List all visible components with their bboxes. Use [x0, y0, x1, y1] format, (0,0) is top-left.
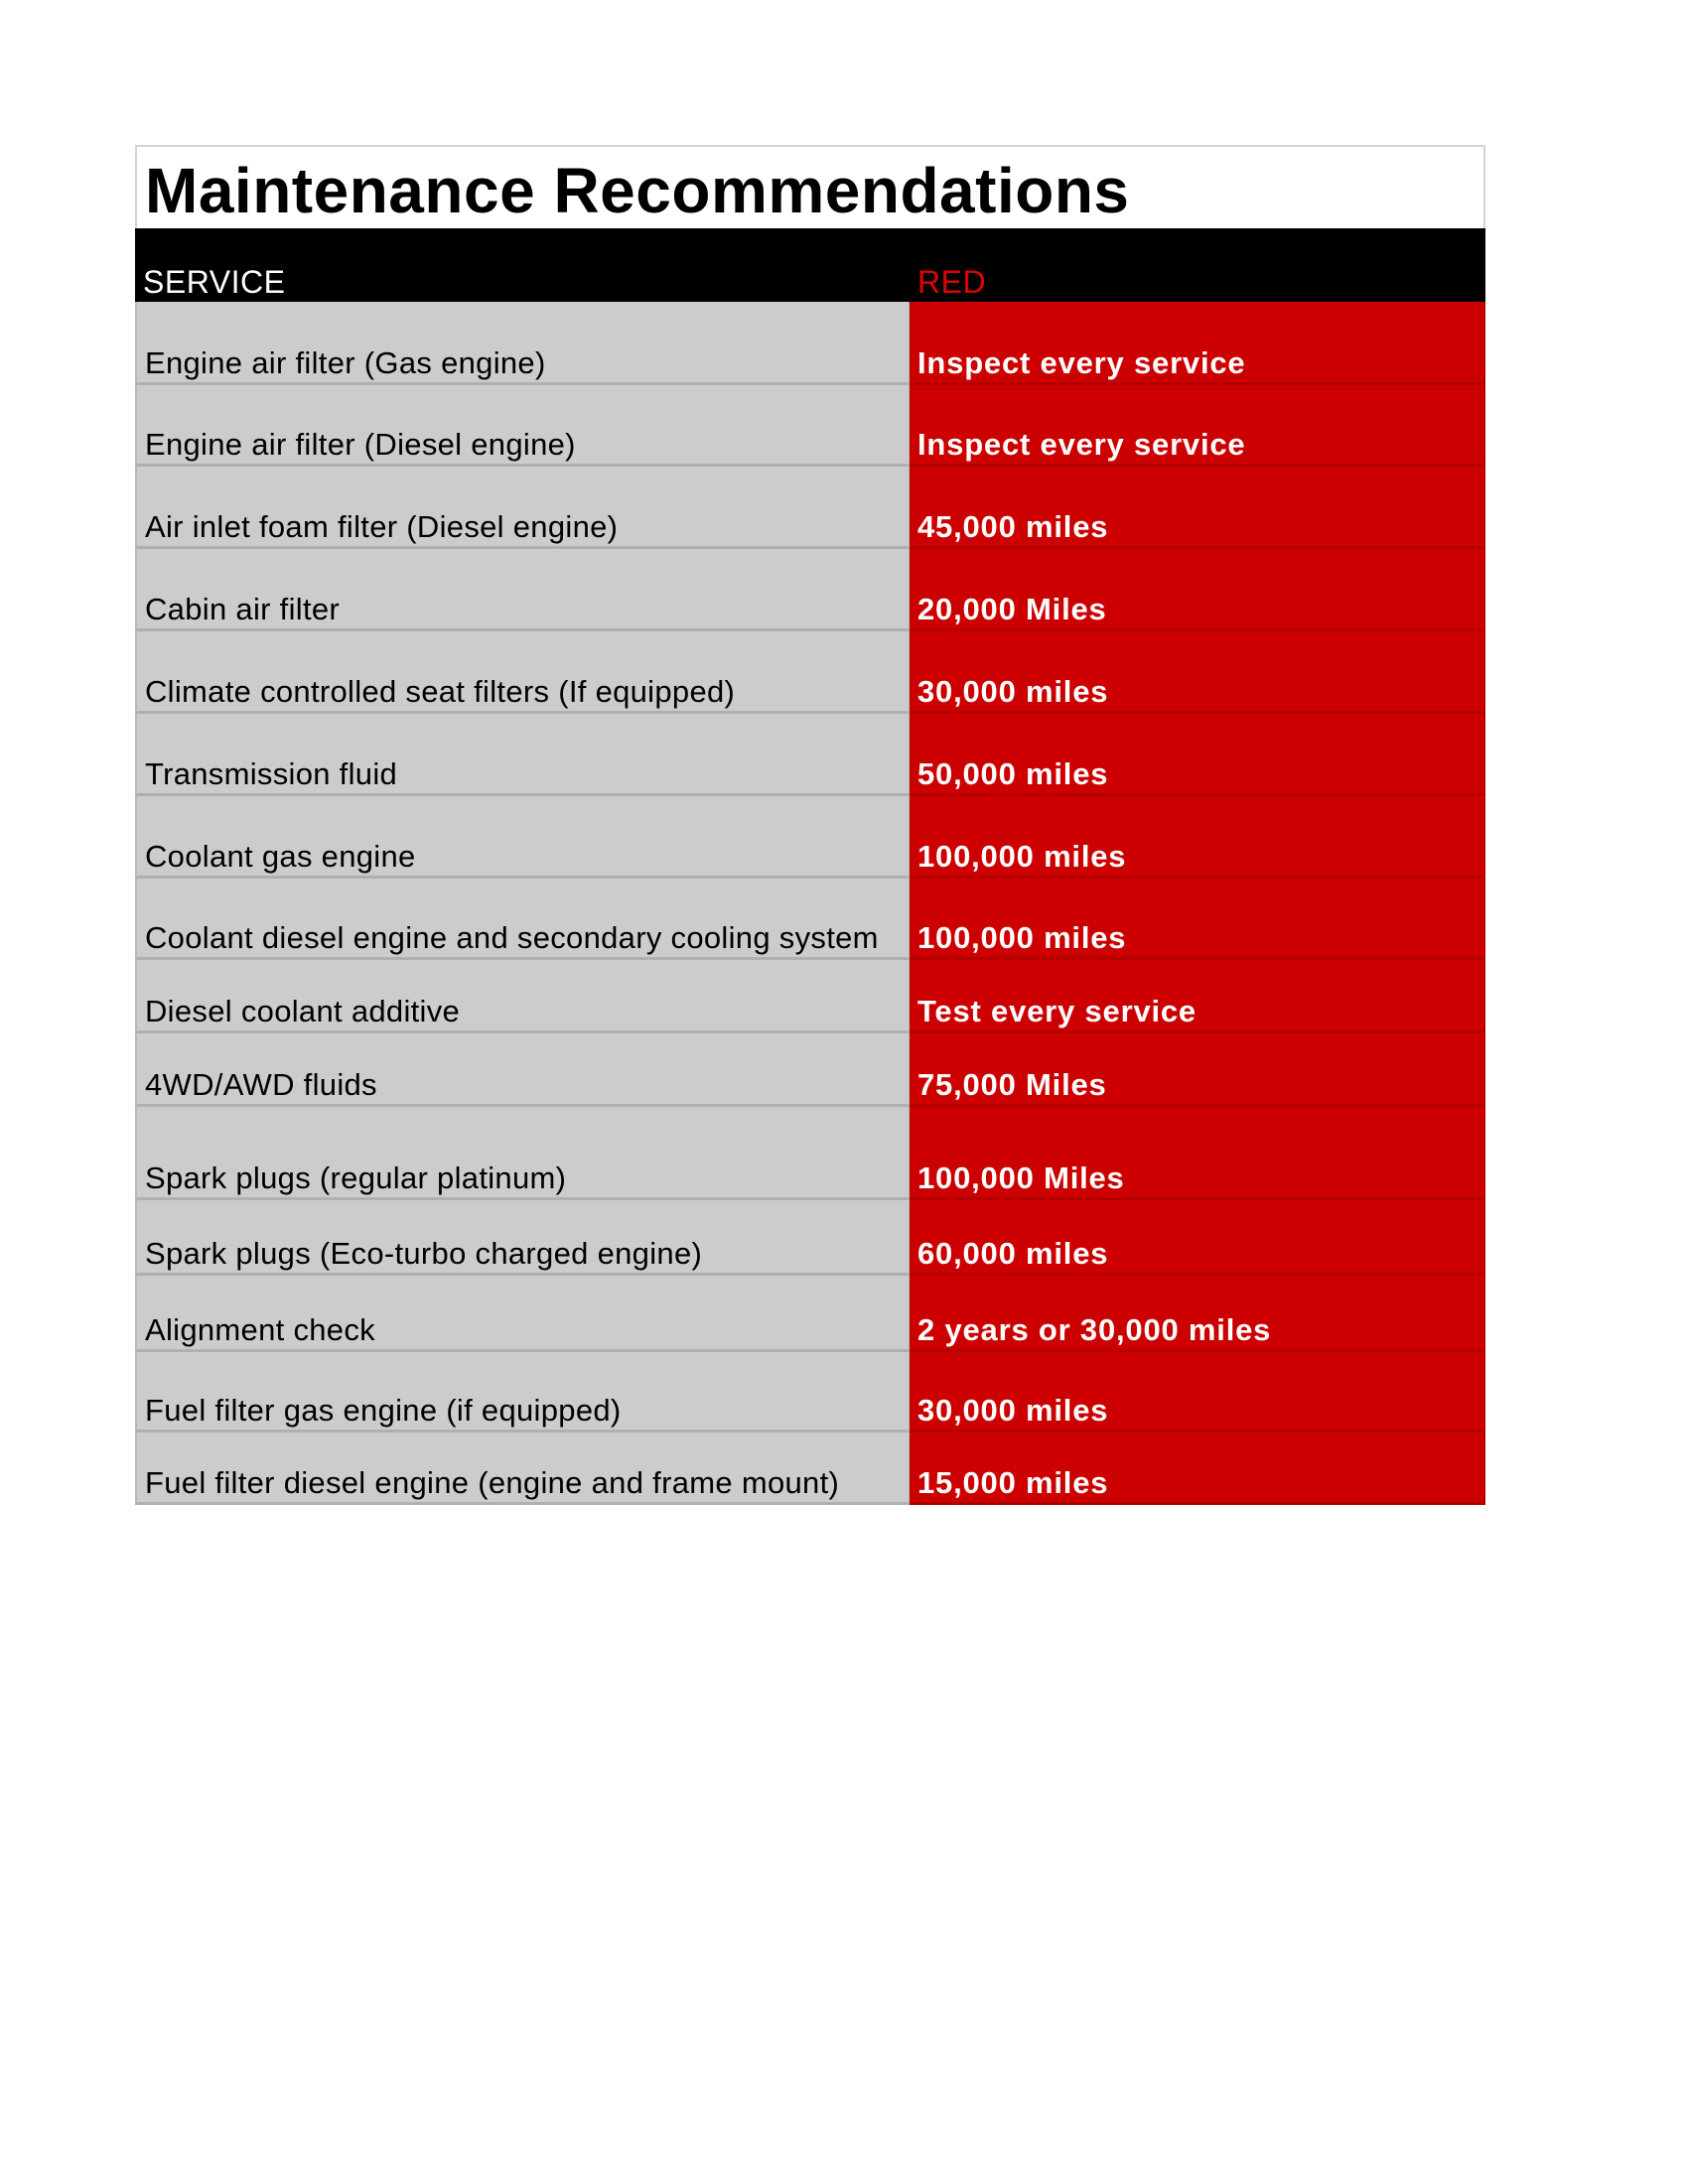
service-cell: Transmission fluid: [135, 714, 910, 796]
service-cell: 4WD/AWD fluids: [135, 1033, 910, 1107]
header-service: SERVICE: [143, 264, 286, 300]
service-cell: Coolant gas engine: [135, 796, 910, 879]
interval-cell: 30,000 miles: [910, 631, 1485, 714]
table-row: [135, 302, 1485, 385]
service-cell: Diesel coolant additive: [135, 960, 910, 1033]
table-body: [135, 302, 1485, 1505]
service-cell: Fuel filter diesel engine (engine and frame mount): [135, 1433, 910, 1505]
service-cell: Alignment check: [135, 1276, 910, 1352]
title-box: [135, 145, 1485, 228]
interval-cell: 100,000 miles: [910, 879, 1485, 960]
table-row: [135, 960, 1485, 1033]
interval-cell: Test every service: [910, 960, 1485, 1033]
table-row: [135, 879, 1485, 960]
table-row: [135, 714, 1485, 796]
table-row: [135, 1276, 1485, 1352]
interval-cell: 50,000 miles: [910, 714, 1485, 796]
service-cell: Climate controlled seat filters (If equipped): [135, 631, 910, 714]
table-row: [135, 549, 1485, 631]
table-header-row: [135, 228, 1485, 302]
service-cell: Spark plugs (Eco-turbo charged engine): [135, 1200, 910, 1276]
interval-cell: 100,000 miles: [910, 796, 1485, 879]
interval-cell: 15,000 miles: [910, 1433, 1485, 1505]
table-row: [135, 1033, 1485, 1107]
service-cell: Engine air filter (Diesel engine): [135, 385, 910, 467]
maintenance-table-sheet: [135, 145, 1485, 1505]
interval-cell: Inspect every service: [910, 385, 1485, 467]
table-row: [135, 1433, 1485, 1505]
service-cell: Air inlet foam filter (Diesel engine): [135, 467, 910, 549]
table-row: [135, 1352, 1485, 1433]
table-row: [135, 385, 1485, 467]
interval-cell: 30,000 miles: [910, 1352, 1485, 1433]
table-row: [135, 796, 1485, 879]
table-row: [135, 631, 1485, 714]
table-row: [135, 1200, 1485, 1276]
service-cell: Coolant diesel engine and secondary cooling system: [135, 879, 910, 960]
table-row: [135, 467, 1485, 549]
interval-cell: 2 years or 30,000 miles: [910, 1276, 1485, 1352]
interval-cell: 75,000 Miles: [910, 1033, 1485, 1107]
table-row: [135, 1107, 1485, 1200]
interval-cell: Inspect every service: [910, 302, 1485, 385]
header-red: RED: [917, 264, 987, 300]
service-cell: Cabin air filter: [135, 549, 910, 631]
service-cell: Fuel filter gas engine (if equipped): [135, 1352, 910, 1433]
service-cell: Engine air filter (Gas engine): [135, 302, 910, 385]
page-title: Maintenance Recommendations: [145, 155, 1130, 226]
interval-cell: 20,000 Miles: [910, 549, 1485, 631]
interval-cell: 60,000 miles: [910, 1200, 1485, 1276]
service-cell: Spark plugs (regular platinum): [135, 1107, 910, 1200]
interval-cell: 100,000 Miles: [910, 1107, 1485, 1200]
interval-cell: 45,000 miles: [910, 467, 1485, 549]
